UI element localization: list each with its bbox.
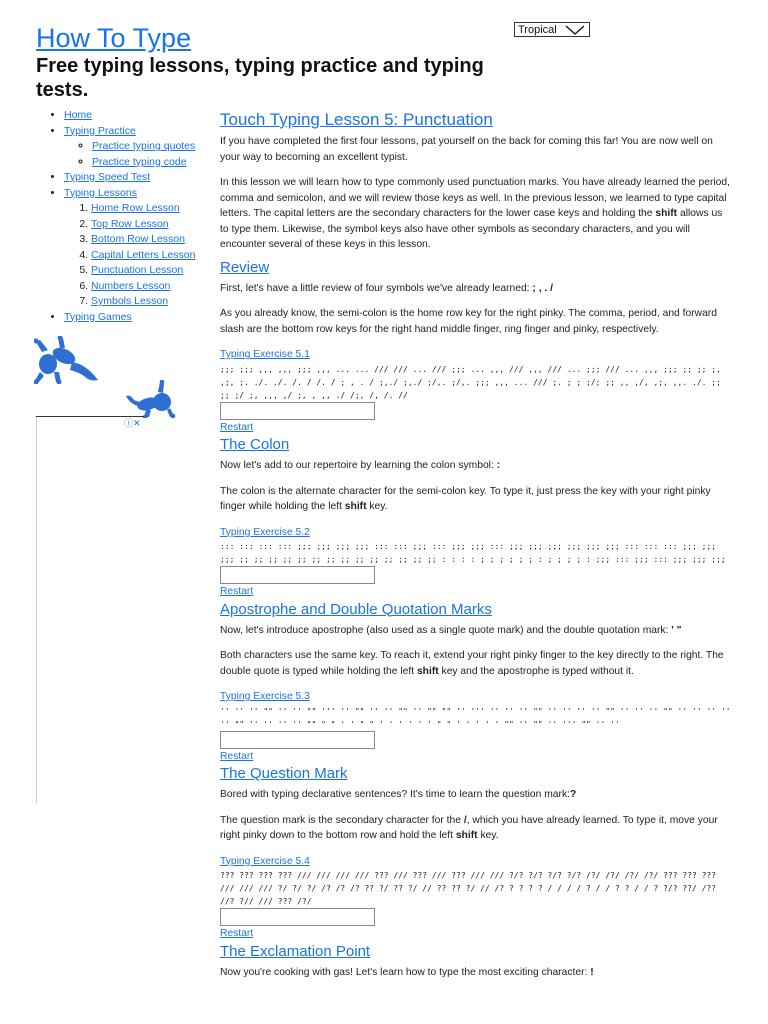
section-link-colon[interactable]: The Colon xyxy=(220,436,290,453)
nav-item-typing-lessons xyxy=(64,186,216,310)
text-span: Now you're cooking with gas! Let's learn how to type the most exciting character: xyxy=(220,966,591,978)
exclamation-paragraph-1 xyxy=(220,965,732,981)
intro-paragraph-2 xyxy=(220,175,732,253)
nav-link-practice-quotes[interactable]: Practice typing quotes xyxy=(92,140,196,152)
section-link-exclamation[interactable]: The Exclamation Point xyxy=(220,942,371,960)
restart-link-5-2[interactable]: Restart xyxy=(220,586,254,597)
question-paragraph-2 xyxy=(220,813,732,844)
shift-key-label: shift xyxy=(655,208,678,219)
nav-link-typing-lessons[interactable]: Typing Lessons xyxy=(64,186,137,199)
typing-input-5-1[interactable] xyxy=(220,402,375,420)
text-span: Both characters use the same key. To reach it, extend your right pinky finger to the key directly to the right. The double quote is typed while holding the left xyxy=(220,650,724,677)
drill-text-5-3: '' '' '' "" '' '' "" ''' '' "" '' '' "" '' "" "" '' ''' '' '' '' "" '' '' '' '' "" '' '' '' "" '' '' '' '' '' "" '' '' '' '' "" " " ' ' " " ' ' ' ' ' ' " " ' ' ' ' ' "" '' "" '' ''' "" '' '' xyxy=(220,706,731,729)
ad-controls xyxy=(124,416,141,429)
nav-item-lesson-6 xyxy=(91,279,216,295)
text-span: The colon is the alternate character for the semi-colon key. To type it, just press the key with your right pinky finger while holding the left xyxy=(220,485,711,512)
drill-text-5-1: ;;; ;;; ,,, ,,, ;;; ,,, ... ... /// /// ... /// ;;; ... ,,, /// ,,, /// ... ;;; /// ... ,,, ;;; ;; ;; ;, ,;, ;. ./. ./. /. / /. / ; , . / ;,./ ;,./ ;/,. ;/,. ;;; ,,, ... /// ;. ; ; ;/; ;; ,, ,/, ,;, ,,. ./. ;; ;; ;/ ;, ,,, ,/ ;, , ,, ./ /;, /, /. // xyxy=(220,364,721,400)
nav-link-lesson-bottom-row[interactable]: Bottom Row Lesson xyxy=(91,233,185,245)
exercise-link-5-3[interactable]: Typing Exercise 5.3 xyxy=(220,691,310,702)
nav-link-speed-test[interactable]: Typing Speed Test xyxy=(64,171,151,183)
drill-text-5-4: ??? ??? ??? ??? /// /// /// /// ??? /// ??? /// ??? /// /// ?/? ?/? ?/? ?/? /?/ /?/ /?/ /?/ ??? ??? ??? /// /// /// ?/ ?/ ?/ /? /? /? ?? ?/ ?? ?/ // ?? ?? ?/ // /? ? ? ? ? / / / / ? / / ? ? / / ? ?/? ??/ /?? //? ?// /// ??? /?/ xyxy=(220,871,717,906)
key-symbol: : xyxy=(496,460,501,471)
text-span: key. xyxy=(477,830,499,841)
nav-item-home xyxy=(64,108,216,124)
theme-select[interactable] xyxy=(514,22,590,37)
section-heading-review xyxy=(220,258,732,278)
gecko-icon xyxy=(124,380,176,418)
text-span: , which you have already learned. To type it, move your right pinky down to the bottom row and hold the left xyxy=(220,814,718,841)
lesson-title-link[interactable]: Touch Typing Lesson 5: Punctuation xyxy=(220,110,493,129)
nav-link-home[interactable]: Home xyxy=(64,109,93,121)
nav-link-typing-games[interactable]: Typing Games xyxy=(64,310,132,323)
chevron-down-icon xyxy=(565,24,585,36)
drill-text-5-2: ::: ::: ::: ::: ;;; ;;; ;;; ;;; ::: ::: ;;; ::: ;;; ;;; ::: ;;; ;;; ;;; ;;; ;;; ;;; ::: ::: ::: ;;; ;;; ;;; ;; ;; ;; ;; ;; ;; ;; ;; ;; ;; ;; ;; ;; ;; : : : : ; ; ; ; ; ; : ; ; ; ; : ;;; ::: ;;; ::: ;;; ;;; ;;; xyxy=(220,542,726,564)
apostrophe-paragraph-2 xyxy=(220,648,732,679)
shift-key-label: shift xyxy=(344,501,367,512)
section-link-question-mark[interactable]: The Question Mark xyxy=(220,765,348,782)
colon-paragraph-1 xyxy=(220,458,732,474)
section-heading-colon xyxy=(220,435,732,455)
typing-input-5-4[interactable] xyxy=(220,908,375,926)
nav-item-lesson-5 xyxy=(91,263,216,279)
section-heading-apostrophe xyxy=(220,600,732,620)
restart-link-5-4[interactable]: Restart xyxy=(220,928,254,939)
lesson-content xyxy=(220,108,732,980)
nav-link-practice-code[interactable]: Practice typing code xyxy=(92,155,187,168)
text-span: allows us to type them. Likewise, the symbol keys also have other symbols as secondary characters, and you will encounter several of these keys in this lesson. xyxy=(220,208,723,250)
text-span: Now, let's introduce apostrophe (also used as a single quote mark) and the double quotation mark: xyxy=(220,624,672,636)
text-span: The question mark is the secondary character for the xyxy=(220,814,464,826)
nav-link-lesson-punctuation[interactable]: Punctuation Lesson xyxy=(91,264,184,276)
exercise-link-5-4[interactable]: Typing Exercise 5.4 xyxy=(220,855,310,867)
question-paragraph-1 xyxy=(220,787,732,803)
nav-link-lesson-home-row[interactable]: Home Row Lesson xyxy=(91,202,180,214)
section-link-apostrophe[interactable]: Apostrophe and Double Quotation Marks xyxy=(220,600,492,618)
text-span: First, let's have a little review of four symbols we've already learned: xyxy=(220,282,533,294)
review-paragraph-1 xyxy=(220,281,732,297)
key-symbol: ? xyxy=(569,789,577,800)
key-symbol: / xyxy=(463,814,467,826)
exercise-link-5-1[interactable]: Typing Exercise 5.1 xyxy=(220,349,310,360)
nav-item-lesson-7 xyxy=(91,294,216,310)
nav-item-lesson-4 xyxy=(91,248,216,264)
colon-paragraph-2 xyxy=(220,484,732,515)
review-paragraph-2: As you already know, the semi-colon is the home row key for the right pinky. The comma, period, and forward slash are the bottom row keys for the right hand middle finger, ring finger and pinky, respectively. xyxy=(220,308,717,335)
key-symbols: ' " xyxy=(671,624,682,636)
nav-link-lesson-top-row[interactable]: Top Row Lesson xyxy=(91,217,169,230)
ad-frame xyxy=(36,417,145,803)
typing-input-5-3[interactable] xyxy=(220,731,375,749)
key-symbols: ; , . / xyxy=(532,282,554,294)
close-icon[interactable]: ✕ xyxy=(133,418,141,428)
theme-select-value: Tropical xyxy=(518,24,557,36)
text-span: Bored with typing declarative sentences? It's time to learn the question mark: xyxy=(220,789,570,800)
nav-link-lesson-symbols[interactable]: Symbols Lesson xyxy=(91,295,169,307)
section-heading-question-mark xyxy=(220,764,732,784)
text-span: key and the apostrophe is typed without it. xyxy=(438,665,634,677)
intro-paragraph-1: If you have completed the first four lessons, pat yourself on the back for coming this far! You are now well on your way to becoming an excellent typist. xyxy=(220,136,713,163)
nav-item-practice-code xyxy=(92,155,216,171)
exercise-link-5-2[interactable]: Typing Exercise 5.2 xyxy=(220,526,310,538)
section-heading-exclamation xyxy=(220,942,732,962)
restart-link-5-1[interactable]: Restart xyxy=(220,421,254,433)
text-span: key. xyxy=(366,501,388,512)
apostrophe-paragraph-1 xyxy=(220,623,732,639)
nav-item-typing-practice xyxy=(64,124,216,171)
nav-item-lesson-1 xyxy=(91,201,216,217)
nav-item-speed-test xyxy=(64,170,216,186)
site-title-link[interactable]: How To Type xyxy=(36,23,192,53)
key-symbol: ! xyxy=(590,966,594,978)
text-span: In this lesson we will learn how to type commonly used punctuation marks. You have already learned the period, comma and semicolon, and we will review those keys as well. In the previous lesson, we learned to type capital letters. The capital letters are the secondary characters for the lower case keys and holding the xyxy=(220,177,730,219)
site-tagline: Free typing lessons, typing practice and typing tests. xyxy=(36,55,484,101)
nav-link-lesson-numbers[interactable]: Numbers Lesson xyxy=(91,279,171,292)
text-span: Now let's add to our repertoire by learning the colon symbol: xyxy=(220,460,497,471)
nav-item-lesson-2 xyxy=(91,217,216,233)
nav-item-practice-quotes xyxy=(92,139,216,155)
shift-key-label: shift xyxy=(416,665,439,677)
nav-link-lesson-capital-letters[interactable]: Capital Letters Lesson xyxy=(91,248,196,261)
ad-info-icon[interactable]: ⓘ xyxy=(124,418,134,428)
typing-input-5-2[interactable] xyxy=(220,566,375,584)
lesson-title xyxy=(220,109,732,131)
site-title xyxy=(36,22,191,54)
nav-item-typing-games xyxy=(64,310,216,326)
restart-link-5-3[interactable]: Restart xyxy=(220,750,254,762)
nav-item-lesson-3 xyxy=(91,232,216,248)
section-link-review[interactable]: Review xyxy=(220,258,270,276)
sidebar-nav xyxy=(36,108,216,325)
shift-key-label: shift xyxy=(455,830,478,841)
nav-link-typing-practice[interactable]: Typing Practice xyxy=(64,124,136,137)
gecko-icon xyxy=(34,336,100,384)
